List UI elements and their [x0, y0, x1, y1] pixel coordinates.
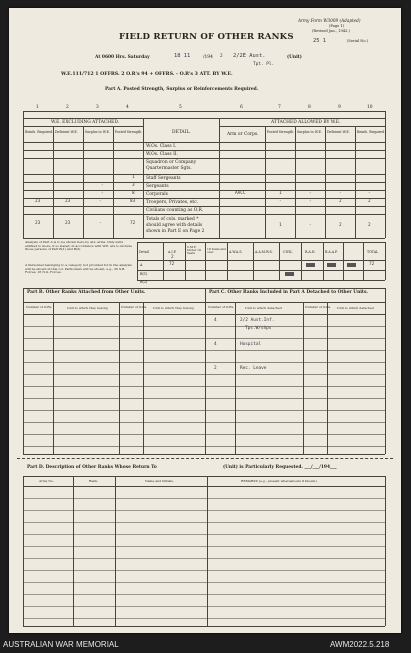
analysis-head-civil: CIVIL — [283, 250, 293, 254]
analysis-row-b1: B(1) — [140, 272, 148, 276]
redacted-mark — [327, 263, 336, 267]
att-surplus-tpr: - — [309, 199, 312, 204]
redacted-mark — [347, 263, 356, 267]
analysis-row-b2: B(2) — [140, 280, 148, 284]
total-surplus: - — [99, 221, 102, 226]
col-head: Surplus to W.E. — [297, 130, 322, 134]
col-number: 3 — [96, 105, 99, 110]
col-number: 4 — [126, 105, 129, 110]
detail-total-2: should agree with details — [146, 223, 203, 228]
att-surplus-total: - — [309, 223, 312, 228]
analysis-head-total: TOTAL — [367, 250, 379, 254]
att-reinf-total: 2 — [368, 223, 371, 228]
total-deficient: 23 — [65, 221, 71, 226]
unit-name-2: Tpt. Pl. — [253, 62, 275, 67]
year-hand: 2 — [220, 54, 223, 59]
attached-allowed-heading: ATTACHED ALLOWED BY W.E. — [271, 120, 341, 125]
analysis-head-ran: R.A.N. — [305, 250, 316, 254]
analysis-head-cmf-over: 19 Years and over — [207, 247, 226, 255]
form-sheet — [9, 8, 401, 633]
part-c-head-num-2: Number of O.Rs. — [305, 305, 332, 309]
at-hours: At 0600 Hrs. Saturday — [95, 55, 150, 60]
col-number: 1 — [36, 105, 39, 110]
col-number: 8 — [308, 105, 311, 110]
part-d-title: Part D. Description of Other Ranks Whose Return To — [27, 465, 157, 470]
redacted-mark — [306, 263, 315, 267]
part-d-title-end: (Unit) is Particularly Requested. ___/___/194___ — [223, 465, 337, 470]
col-number: 6 — [240, 105, 243, 110]
part-b-head-unit: Unit to which they belong — [67, 306, 108, 310]
detail-tpr: Troopers, Privates, etc. — [146, 200, 199, 205]
col-head: Arm or Corps. — [227, 132, 259, 137]
part-c-row-3-num: 2 — [214, 366, 217, 371]
att-deficient-cpl: - — [339, 191, 342, 196]
analysis-total: 72 — [369, 262, 375, 267]
part-d-head-name: Name and Initials. — [145, 479, 174, 483]
detail-qm: Quartermaster Sgts. — [146, 166, 192, 171]
we-excluding-heading: W.E. EXCLUDING ATTACHED. — [51, 120, 120, 125]
col-number: 7 — [278, 105, 281, 110]
part-c-head-num: Number of O.Rs. — [208, 305, 235, 309]
part-c-row-2-num: 4 — [214, 342, 217, 347]
part-b-head-num-2: Number of O.Rs. — [121, 305, 148, 309]
analysis-head-aamws: A.A.M.W.S. — [255, 250, 273, 254]
tear-line — [17, 458, 393, 459]
col-head: Deficient W.E. — [327, 130, 350, 134]
col-head: Posted Strength. — [115, 130, 143, 134]
col-head: Reinfs. Required. — [357, 130, 386, 134]
part-d-head-rank: Rank. — [89, 479, 99, 483]
att-deficient-total: 2 — [339, 223, 342, 228]
col-number: 2 — [66, 105, 69, 110]
col-head: DETAIL. — [172, 130, 191, 135]
col-number: 10 — [367, 105, 373, 110]
posted-cpl: 8 — [132, 191, 135, 196]
part-a-title: Part A. Posted Strength, Surplus or Reinforcements Required. — [105, 87, 259, 92]
att-posted-total: 1 — [279, 223, 282, 228]
tpr-deficient: 23 — [65, 199, 71, 204]
att-posted-tpr: - — [279, 199, 282, 204]
tpr-surplus: - — [99, 199, 102, 204]
total-reinf: 23 — [35, 221, 41, 226]
surplus-sgt: - — [101, 183, 104, 188]
footer-accession: AWM2022.5.218 — [330, 640, 390, 649]
part-c-row-3-unit: Rec. Leave — [240, 366, 267, 371]
part-b-head-num: Number of O.Rs. — [26, 305, 53, 309]
analysis-note: Analysis of Part A is to be shown here by ALL arms. Only units entitled to more, if so stated, in accordance with W.E. are to include those persons of Part B(1) and B(2). — [25, 240, 132, 252]
part-d-head-army-no: Army No. — [39, 479, 54, 483]
part-c-head-unit-2: Unit to which detached — [337, 306, 374, 310]
detail-total-3: shown in Part E on Page 2 — [146, 229, 205, 234]
aif-total-value: 72 — [169, 262, 175, 267]
col-head: Deficient W.E. — [55, 130, 78, 134]
page-label: (Page 1) — [329, 24, 345, 28]
part-c-row-2-unit: Hospital — [240, 342, 262, 347]
detail-cpl: Corporals — [146, 192, 168, 197]
analysis-head-awas: A.W.A.S. — [229, 250, 243, 254]
tpr-posted: 83 — [130, 199, 136, 204]
analysis-head-cmf-under: C.M.F. Under 19 Years — [187, 245, 201, 256]
total-posted: 72 — [130, 221, 136, 226]
we-line: W.E.111/712 1 OFFRS. 2 O.R's 94 + OFFRS. - O.R's 3 ATT. BY W.E. — [61, 72, 233, 77]
detail-sqn: Squadron or Company — [146, 160, 197, 165]
att-reinf-tpr: 2 — [368, 199, 371, 204]
detail-ssgt: Staff Sergeants — [146, 176, 181, 181]
att-posted-cpl: 1 — [279, 191, 282, 196]
analysis-row-a: A — [140, 263, 143, 267]
col-number: 5 — [179, 105, 182, 110]
detail-wo2: W.Os. Class II. — [146, 152, 178, 157]
detail-wo1: W.Os. Class I. — [146, 144, 177, 149]
att-reinf-cpl: - — [368, 191, 371, 196]
part-c-title: Part C. Other Ranks Included in Part A Detached to Other Units. — [209, 290, 368, 295]
col-head: Posted Strength. — [267, 130, 295, 134]
part-b-head-unit-2: Unit to which they belong — [153, 306, 194, 310]
att-deficient-tpr: 2 — [339, 199, 342, 204]
analysis-head-aif: A.I.F. — [168, 250, 177, 254]
arm-corps: AACC — [235, 191, 246, 196]
year-print: /194 — [203, 55, 213, 60]
aif-a-value: 2 — [171, 255, 174, 260]
col-number: 9 — [338, 105, 341, 110]
part-c-row-1-unit: 2/2 Aust.Inf. — [240, 318, 275, 323]
serial-number: 25 1 — [313, 38, 326, 44]
analysis-head-raaf: R.A.A.F. — [325, 250, 338, 254]
col-head: Reinfs. Required. — [25, 130, 54, 134]
detail-total-1: Totals of cols. marked * — [146, 217, 199, 222]
serial-label: (Serial No.) — [347, 39, 369, 43]
tpr-reinf: 23 — [35, 199, 41, 204]
part-c-row-1-num: 4 — [214, 318, 217, 323]
detail-sgt: Sergeants — [146, 184, 169, 189]
att-surplus-cpl: - — [309, 191, 312, 196]
posted-ssgt: 1 — [132, 175, 135, 180]
redacted-mark — [285, 272, 294, 276]
part-b-title: Part B. Other Ranks Attached from Other Units. — [27, 290, 146, 295]
part-c-head-unit: Unit to which detached — [245, 306, 282, 310]
detail-civ: Civilians counting as O.R. — [146, 208, 204, 213]
form-title: FIELD RETURN OF OTHER RANKS — [119, 32, 294, 42]
return-date: 18 11 — [174, 53, 191, 59]
part-c-row-1-unit-2: Tps.W/shps — [245, 326, 272, 331]
unit-label: (Unit) — [287, 55, 302, 60]
analysis-head-detail: Detail — [139, 250, 149, 254]
posted-sgt: 3 — [132, 183, 135, 188]
analysis-note-2: A Personnel belonging to a category not provided for in the analysis will be shown in this col. Particulars will be shown, e.g., 20 S.B. Forces, 16 N.G. Forces. — [25, 263, 132, 275]
surplus-cpl: - — [101, 191, 104, 196]
revised-label: (Revised Jan., 1943.) — [312, 29, 350, 33]
army-form-label: Army Form W3009 (Adapted) — [298, 18, 361, 23]
part-d-head-remarks: REMARKS (e.g., present whereabouts if known). — [241, 479, 318, 483]
unit-name: 2/2E Aust. — [233, 53, 266, 59]
footer-credit: AUSTRALIAN WAR MEMORIAL — [3, 640, 119, 649]
col-head: Surplus to W.E. — [85, 130, 110, 134]
